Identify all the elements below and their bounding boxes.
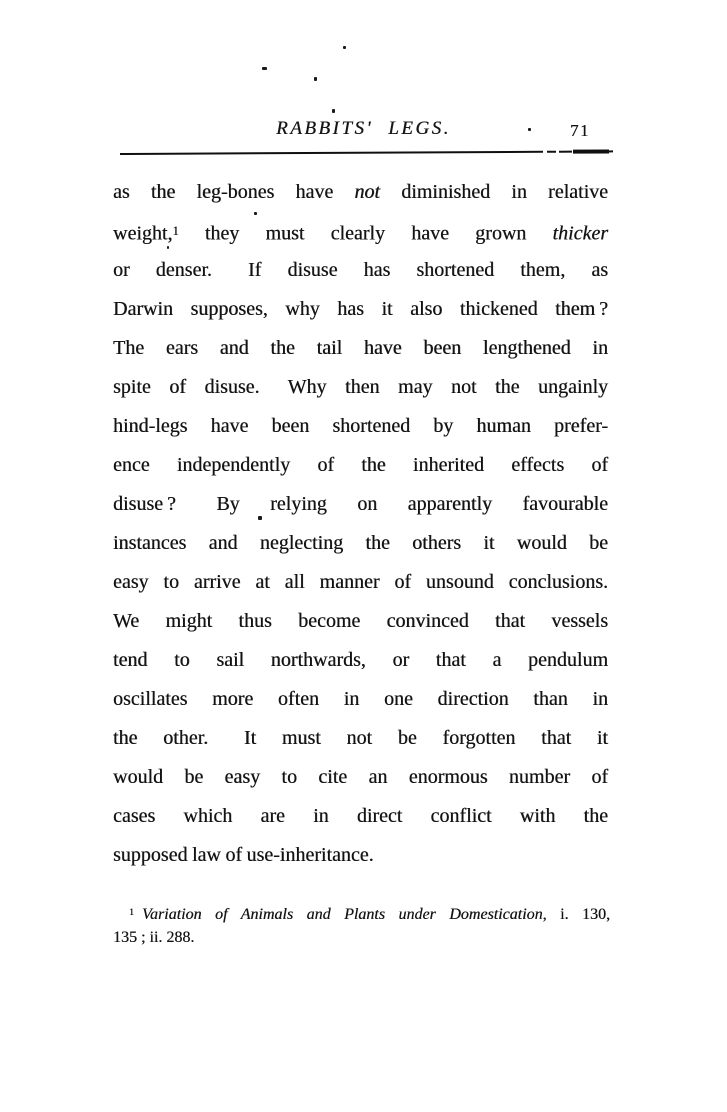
text-segment — [134, 906, 142, 923]
ink-speck — [258, 516, 262, 520]
page-number: 71 — [570, 121, 590, 140]
ink-speck — [314, 77, 317, 81]
text-line — [113, 368, 608, 407]
footnote-marker: 1 — [129, 907, 134, 918]
text-segment: spite of disuse. Why then may not the ungainly — [113, 376, 608, 398]
text-segment: 135 ; ii. 288. — [113, 929, 195, 946]
ink-speck — [332, 109, 335, 113]
rule-segment — [559, 150, 572, 153]
text-segment: they must clearly have grown — [178, 222, 553, 245]
text-segment: The ears and the tail have been lengthened in — [113, 337, 608, 359]
text-segment: disuse ? By relying on apparently favourable — [113, 493, 608, 515]
text-line — [113, 836, 608, 875]
rule-segment — [608, 150, 613, 152]
ink-speck — [262, 67, 267, 70]
text-segment: tend to sail northwards, or that a pendulum — [113, 649, 608, 671]
text-line — [113, 524, 608, 563]
text-segment: We might thus become convinced that vessels — [113, 610, 608, 632]
text-line — [113, 251, 608, 290]
text-line — [113, 925, 610, 950]
text-segment: weight, — [113, 222, 173, 245]
text-line — [113, 719, 608, 758]
text-segment: instances and neglecting the others it would be — [113, 532, 608, 554]
text-line — [113, 900, 610, 925]
text-line — [113, 758, 608, 797]
text-line — [113, 602, 608, 641]
text-segment: or denser. If disuse has shortened them, as — [113, 259, 608, 281]
text-segment: hind-legs have been shortened by human prefer- — [113, 415, 608, 437]
text-segment: thicker — [552, 222, 608, 245]
text-line — [113, 563, 608, 602]
text-line — [113, 329, 608, 368]
rule-segment — [547, 151, 556, 153]
text-line — [113, 407, 608, 446]
text-segment: would be easy to cite an enormous number of — [113, 766, 608, 788]
rule-segment — [573, 149, 609, 153]
running-title: RABBITS' LEGS. — [276, 118, 451, 139]
text-line — [113, 680, 608, 719]
text-segment: ence independently of the inherited effects of — [113, 454, 608, 476]
header-rule — [120, 148, 613, 156]
text-segment: , i. 130, — [542, 906, 610, 924]
ink-speck — [167, 246, 169, 249]
text-line — [113, 641, 608, 680]
text-line — [113, 485, 608, 524]
ink-speck — [343, 46, 346, 49]
text-line — [113, 446, 608, 485]
footnote-marker: 1 — [172, 224, 179, 238]
text-segment: easy to arrive at all manner of unsound conclusions. — [113, 571, 608, 593]
text-line — [113, 212, 608, 251]
text-segment: supposed law of use-inheritance. — [113, 844, 374, 866]
text-segment: not — [354, 181, 380, 203]
text-segment: oscillates more often in one direction than in — [113, 688, 608, 710]
text-segment: diminished in relative — [379, 181, 608, 203]
text-segment: Darwin supposes, why has it also thickened them ? — [113, 298, 608, 320]
rule-segment — [120, 151, 543, 155]
text-line — [113, 290, 608, 329]
footnote — [113, 900, 610, 950]
text-segment: the other. It must not be forgotten that it — [113, 727, 608, 749]
text-segment: cases which are in direct conflict with the — [113, 805, 608, 827]
text-line — [113, 173, 608, 212]
text-segment: as the leg-bones have — [113, 181, 355, 203]
text-segment: Variation of Animals and Plants under Domestication — [141, 906, 543, 924]
text-line — [113, 797, 608, 836]
body-text — [113, 173, 608, 875]
ink-speck — [528, 128, 531, 131]
ink-speck — [254, 212, 257, 215]
